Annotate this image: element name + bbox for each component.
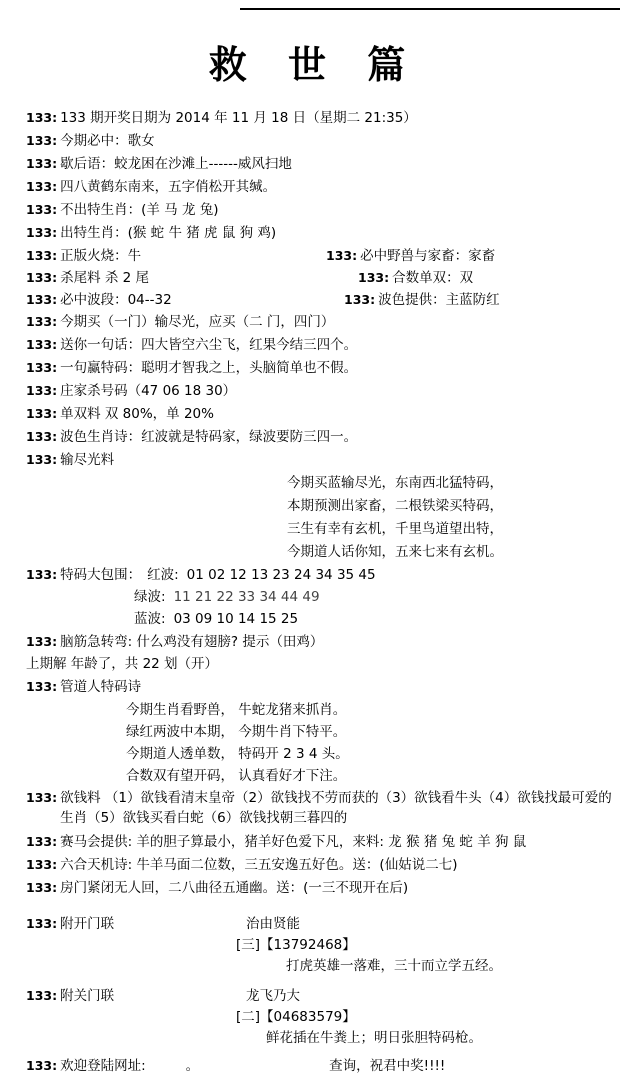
open-couplet-bottom: 打虎英雄一落难，三十而立学五经。 [286, 958, 502, 974]
line-tag: 133: [26, 429, 58, 444]
line-tag: 133: [326, 248, 358, 263]
line-tag: 133: [26, 179, 58, 194]
line-text: 单双料 双 80%，单 20% [60, 406, 214, 422]
line-item [26, 449, 614, 471]
line-tag: 133: [26, 857, 58, 872]
blue-wave-row [26, 609, 614, 630]
line-item [26, 426, 614, 448]
line-tag: 133: [344, 292, 376, 307]
line-item [26, 130, 614, 152]
big-package-label: 特码大包围： [60, 567, 142, 583]
red-wave-numbers: 01 02 12 13 23 24 34 35 45 [186, 567, 376, 583]
page-title: 救 世 篇 [208, 42, 420, 87]
line-text: 房门紧闭无人回，二八曲径五通幽。送：(一三不现开在后) [60, 880, 409, 896]
poem-line: 今期道人话你知，五来七来有玄机。 [287, 544, 503, 560]
blue-wave-numbers: 03 09 10 14 15 25 [173, 611, 299, 627]
line-tag: 133: [26, 133, 58, 148]
riddle-answer-row [26, 654, 614, 675]
poem-line: 三生有幸有玄机，千里鸟道望出特， [287, 521, 503, 537]
close-couplet-bottom: 鲜花插在牛粪上；明日张胆特码枪。 [266, 1030, 482, 1046]
daoren-poem-block [26, 699, 614, 787]
open-couplet-top: 治由贤能 [246, 916, 300, 932]
line-tag: 133: [26, 916, 58, 931]
line-tag: 133: [26, 790, 58, 805]
line-tag: 133: [26, 225, 58, 240]
line-tag: 133: [26, 156, 58, 171]
line-item [26, 311, 614, 333]
line-text: 今期买（一门）输尽光，应买（二 门，四门） [60, 314, 335, 330]
line-tag: 133: [26, 834, 58, 849]
line-text: 输尽光料 [60, 452, 115, 468]
line-item [26, 877, 614, 899]
line-text: 正版火烧：牛 [60, 248, 142, 264]
poem-block [26, 472, 614, 564]
line-tag: 133: [26, 202, 58, 217]
line-text: 不出特生肖：(羊 马 龙 兔) [60, 202, 219, 218]
line-item [26, 222, 614, 244]
line-tag: 133: [26, 360, 58, 375]
line-text: 出特生肖：(猴 蛇 牛 猪 虎 鼠 狗 鸡) [60, 225, 277, 241]
line-item [26, 334, 614, 356]
top-divider-rule [240, 8, 620, 10]
poem-line: 今期生肖看野兽， 牛蛇龙猪来抓肖。 [126, 702, 347, 718]
money-row [26, 787, 614, 828]
line-item [26, 831, 614, 853]
line-item [26, 854, 614, 876]
close-couplet-block [26, 985, 614, 1049]
line-text: 四八黄鹤东南来，五字俏松开其缄。 [60, 179, 277, 195]
two-column-row [26, 245, 614, 267]
line-item [26, 153, 614, 175]
line-tag: 133: [26, 679, 58, 694]
line-tag: 133: [26, 567, 58, 582]
red-wave-label: 红波: [147, 567, 179, 583]
line-tag: 133: [26, 406, 58, 421]
line-text: 庄家杀号码（47 06 18 30） [60, 383, 237, 399]
footer-dots: 。 [185, 1058, 200, 1074]
couplet-prefix: 附 [60, 988, 74, 1004]
blue-wave-label: 蓝波: [134, 611, 166, 627]
close-couplet-mid: [二]【04683579】 [236, 1009, 356, 1025]
open-couplet-mid: [三]【13792468】 [236, 937, 356, 953]
line-tag: 133: [26, 634, 58, 649]
line-text: 波色生肖诗：红波就是特码家，绿波要防三四一。 [60, 429, 358, 445]
line-text: 必中野兽与家畜：家畜 [360, 248, 496, 264]
line-tag: 133: [26, 292, 58, 307]
line-tag: 133: [26, 880, 58, 895]
line-tag: 133: [26, 248, 58, 263]
line-item [26, 380, 614, 402]
footer-wish: 查询，祝君中奖!!!! [329, 1058, 446, 1074]
riddle-row [26, 631, 614, 653]
open-couplet-block [26, 913, 614, 977]
line-tag: 133: [26, 270, 58, 285]
line-tag: 133: [26, 383, 58, 398]
green-wave-label: 绿波: [134, 589, 166, 605]
line-tag: 133: [358, 270, 390, 285]
line-tag: 133: [26, 314, 58, 329]
close-couplet-label: 关门联 [73, 988, 115, 1004]
open-couplet-label: 开门联 [73, 916, 115, 932]
line-text: 赛马会提供: 羊的胆子算最小，猪羊好色爱下凡，来料: 龙 猴 猪 兔 蛇 羊 狗 鼠 [60, 834, 527, 850]
line-text: 133 期开奖日期为 2014 年 11 月 18 日（星期二 21:35） [60, 110, 417, 126]
line-item [26, 176, 614, 198]
line-tag: 133: [26, 1058, 58, 1073]
poem-line: 本期预测出家畜，二根铁梁买特码， [287, 498, 503, 514]
line-tag: 133: [26, 452, 58, 467]
riddle-text: 脑筋急转弯: 什么鸡没有翅膀? 提示（田鸡） [60, 634, 324, 650]
poem-line: 绿红两波中本期， 今期牛肖下特平。 [126, 724, 347, 740]
close-couplet-top: 龙飞乃大 [246, 988, 300, 1004]
riddle-answer: 上期解 年龄了，共 22 划（开） [26, 656, 219, 672]
line-item [26, 357, 614, 379]
line-text: 波色提供：主蓝防红 [378, 292, 500, 308]
line-text: 必中波段：04--32 [60, 292, 172, 308]
content-body [8, 107, 620, 1077]
green-wave-row [26, 587, 614, 608]
two-column-row [26, 289, 614, 311]
line-item [26, 107, 614, 129]
line-text: 杀尾料 杀 2 尾 [60, 270, 150, 286]
couplet-prefix: 附 [60, 916, 74, 932]
money-text: 欲钱料 （1）欲钱看清末皇帝（2）欲钱找不劳而获的（3）欲钱看牛头（4）欲钱找最可爱的生肖（5）欲钱买看白蛇（6）欲钱找朝三暮四的 [60, 790, 612, 826]
poem-line: 合数双有望开码， 认真看好才下注。 [126, 768, 347, 784]
green-wave-numbers: 11 21 22 33 34 44 49 [173, 589, 320, 605]
line-text: 歇后语：蛟龙困在沙滩上------威风扫地 [60, 156, 292, 172]
line-text: 一句赢特码：聪明才智我之上，头脑简单也不假。 [60, 360, 358, 376]
line-item [26, 199, 614, 221]
line-text: 六合天机诗: 牛羊马面二位数，三五安逸五好色。送：(仙姑说二七) [60, 857, 458, 873]
big-package-row [26, 564, 614, 586]
line-text: 合数单双：双 [392, 270, 474, 286]
daoren-header-row [26, 676, 614, 698]
line-tag: 133: [26, 988, 58, 1003]
line-text: 今期必中：歌女 [60, 133, 155, 149]
poem-line: 今期道人透单数， 特码开 2 3 4 头。 [126, 746, 349, 762]
two-column-row [26, 267, 614, 289]
footer-row [26, 1055, 614, 1077]
line-item [26, 403, 614, 425]
daoren-label: 管道人特码诗 [60, 679, 142, 695]
line-tag: 133: [26, 337, 58, 352]
poem-line: 今期买蓝输尽光，东南西北猛特码， [287, 475, 503, 491]
footer-text: 欢迎登陆网址: [60, 1058, 146, 1074]
line-tag: 133: [26, 110, 58, 125]
line-text: 送你一句话：四大皆空六尘飞，红果今结三四个。 [60, 337, 358, 353]
